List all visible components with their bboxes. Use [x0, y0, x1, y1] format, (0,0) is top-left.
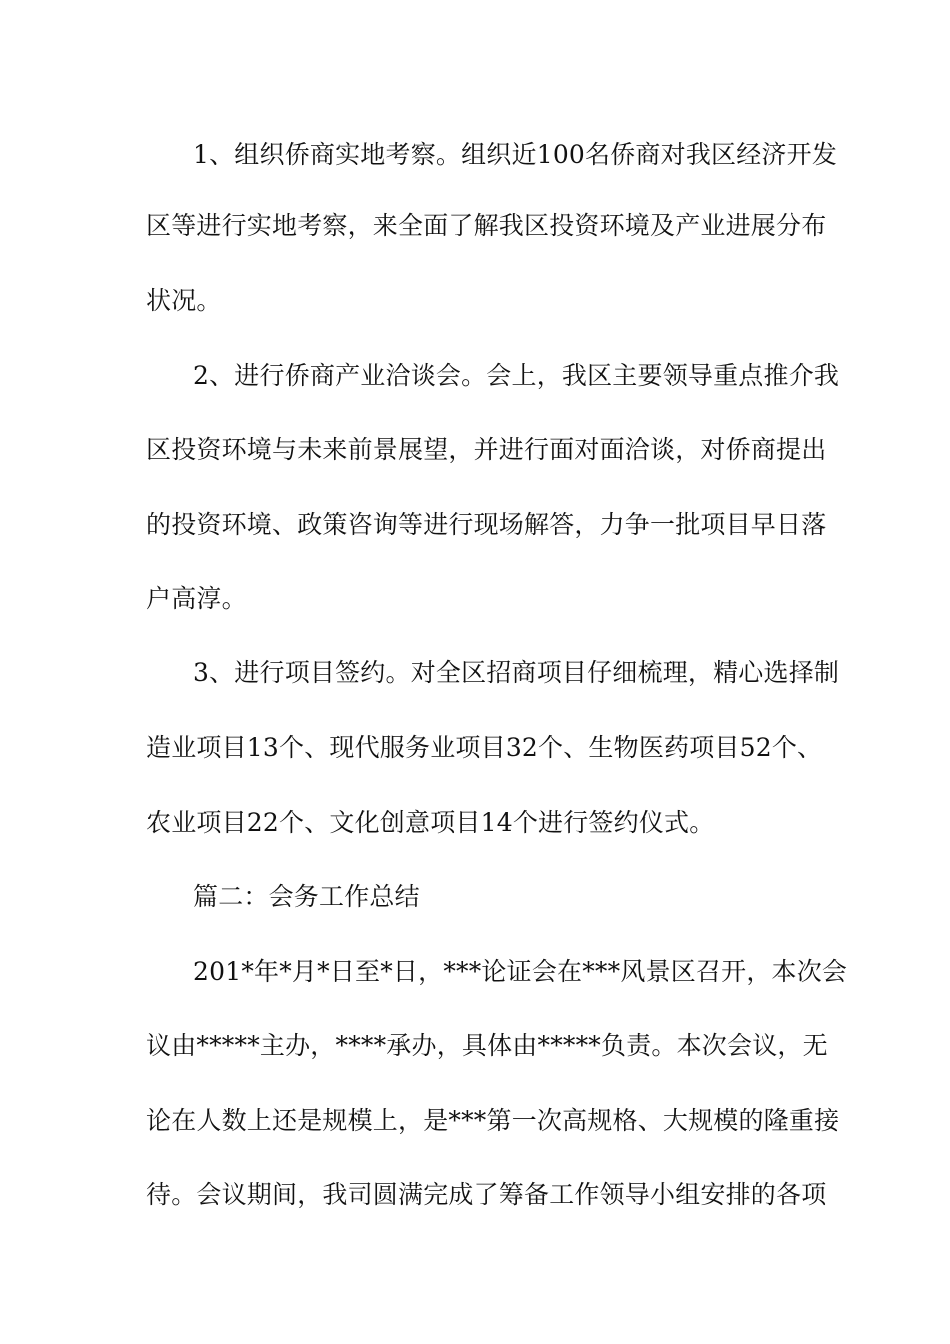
paragraph-3-line-2: 造业项目13个、现代服务业项目32个、生物医药项目52个、 [146, 733, 823, 762]
paragraph-2-line-3: 的投资环境、政策咨询等进行现场解答，力争一批项目早日落 [146, 510, 827, 539]
paragraph-2-line-4: 户高淳。 [146, 584, 247, 613]
paragraph-4-line-1: 201*年*月*日至*日，***论证会在***风景区召开，本次会 [193, 957, 848, 986]
paragraph-1-line-2: 区等进行实地考察，来全面了解我区投资环境及产业进展分布 [146, 211, 827, 240]
paragraph-4-line-4: 待。会议期间，我司圆满完成了筹备工作领导小组安排的各项 [146, 1180, 827, 1209]
paragraph-2-line-1: 2、进行侨商产业洽谈会。会上，我区主要领导重点推介我 [193, 361, 840, 390]
paragraph-1-line-3: 状况。 [146, 286, 222, 315]
paragraph-3-line-1: 3、进行项目签约。对全区招商项目仔细梳理，精心选择制 [193, 658, 840, 687]
section-heading: 篇二：会务工作总结 [193, 882, 420, 911]
paragraph-4-line-2: 议由*****主办，****承办，具体由*****负责。本次会议，无 [146, 1031, 828, 1060]
paragraph-3-line-3: 农业项目22个、文化创意项目14个进行签约仪式。 [146, 808, 715, 837]
paragraph-2-line-2: 区投资环境与未来前景展望，并进行面对面洽谈，对侨商提出 [146, 435, 827, 464]
paragraph-1-line-1: 1、组织侨商实地考察。组织近100名侨商对我区经济开发 [193, 140, 838, 169]
paragraph-4-line-3: 论在人数上还是规模上，是***第一次高规格、大规模的隆重接 [146, 1106, 840, 1135]
